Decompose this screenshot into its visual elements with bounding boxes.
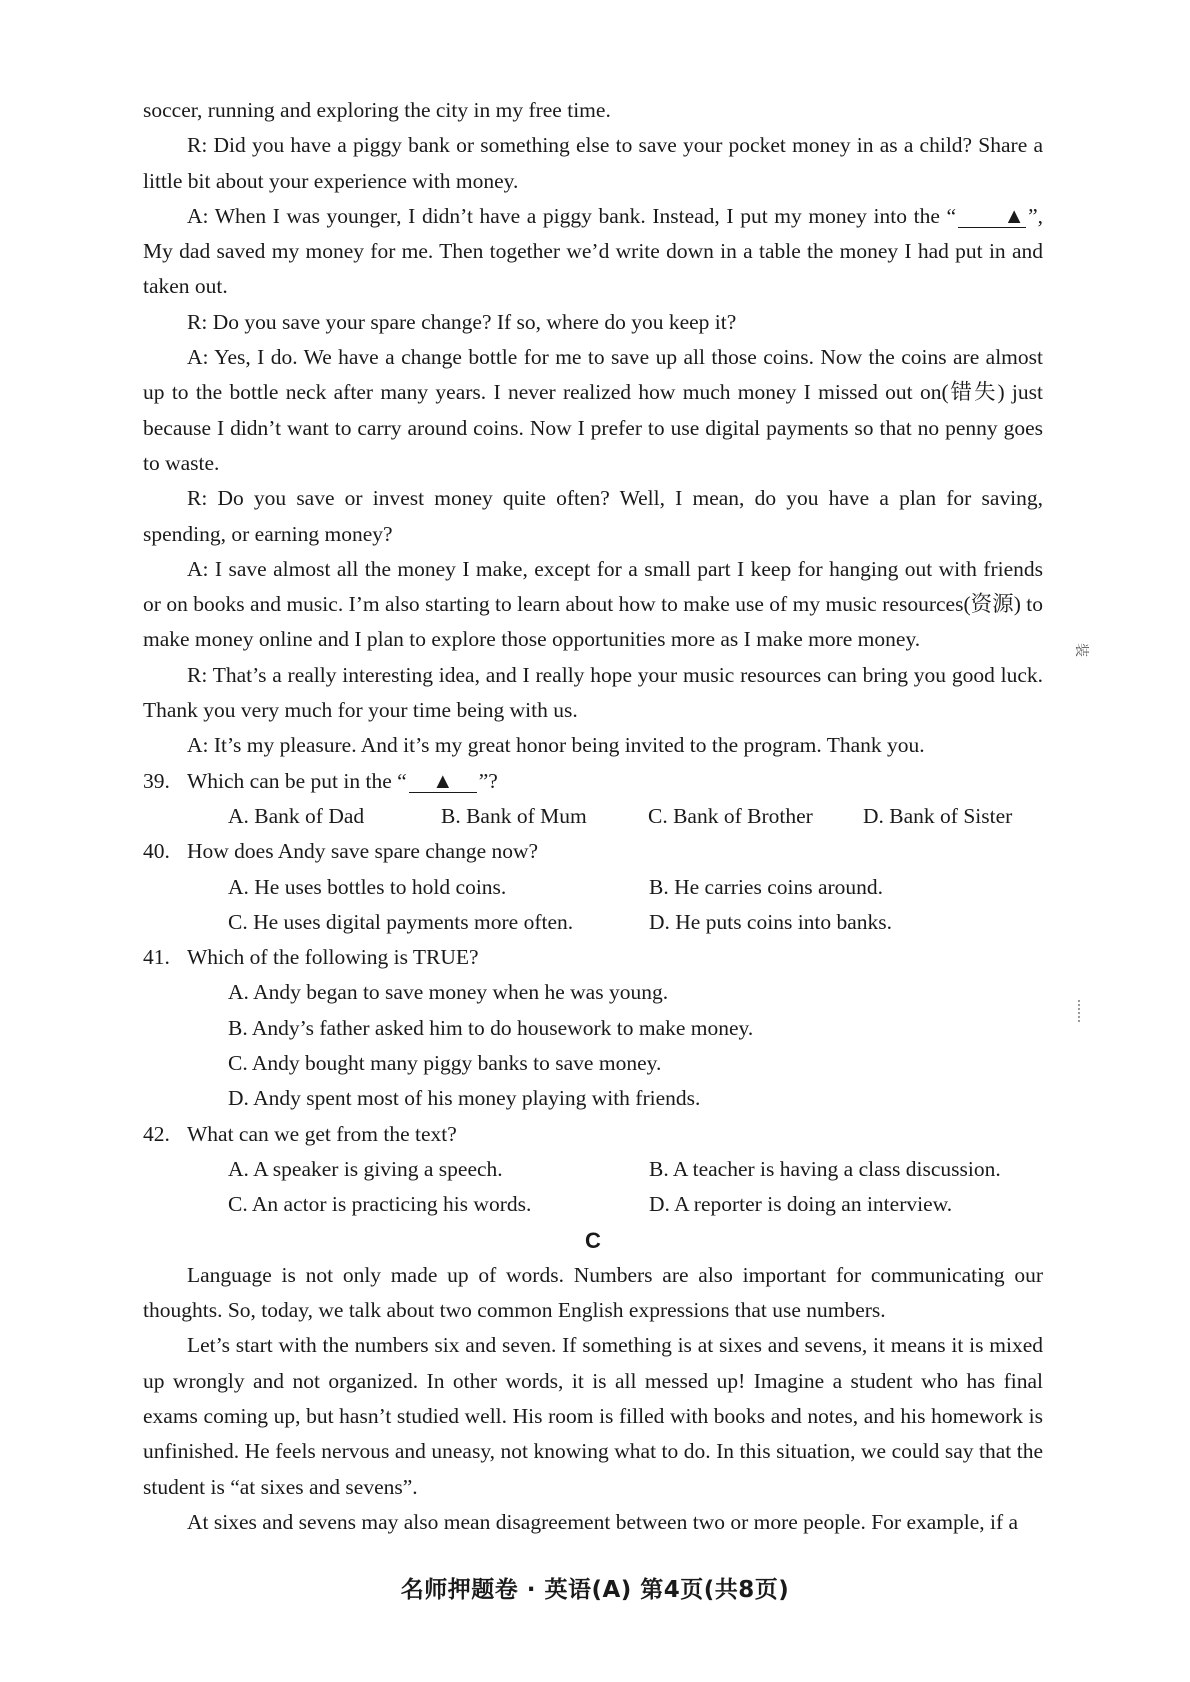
binding-margin-mark: 装 xyxy=(1073,643,1088,657)
interview-paragraph: R: Do you save or invest money quite often? Well, I mean, do you have a plan for saving, spending, or earning money? xyxy=(143,486,1043,546)
options-row xyxy=(143,1187,1043,1222)
option-c: C. Andy bought many piggy banks to save money. xyxy=(228,1051,662,1076)
interview-paragraph: R: Did you have a piggy bank or something else to save your pocket money in as a child? Share a little bit about your experience with money. xyxy=(143,133,1043,193)
passage-paragraph: Let’s start with the numbers six and seven. If something is at sixes and sevens, it means it is mixed up wrongly and not organized. In other words, it is all messed up! Imagine a student who has final exams coming up, but hasn’t studied well. His room is filled with books and notes, and his homework is unfinished. He feels nervous and uneasy, not knowing what to do. In this situation, we could say that the student is “at sixes and sevens”. xyxy=(143,1333,1043,1499)
interview-paragraph: A: Yes, I do. We have a change bottle for me to save up all those coins. Now the coins are almost up to the bottle neck after many years. I never realized how much money I missed out on(错失) just because I didn’t want to carry around coins. Now I prefer to use digital payments so that no penny goes to waste. xyxy=(143,345,1043,475)
option-b: B. Andy’s father asked him to do housework to make money. xyxy=(228,1015,754,1040)
section-heading: C xyxy=(585,1227,601,1253)
option-b: B. He carries coins around. xyxy=(649,874,884,899)
interview-paragraph xyxy=(143,199,1043,305)
option-c: C. An actor is practicing his words. xyxy=(228,1192,532,1217)
question-stem: Which of the following is TRUE? xyxy=(187,945,479,970)
option-b: B. Bank of Mum xyxy=(441,803,587,828)
interview-paragraph: R: Do you save your spare change? If so, where do you keep it? xyxy=(187,309,737,334)
option-b: B. A teacher is having a class discussion. xyxy=(649,1156,1001,1181)
question-number: 42. xyxy=(143,1121,170,1146)
passage-paragraph: Language is not only made up of words. Numbers are also important for communicating our thoughts. So, today, we talk about two common English expressions that use numbers. xyxy=(143,1262,1043,1323)
option-d: D. He puts coins into banks. xyxy=(649,909,893,934)
question-40 xyxy=(143,834,1043,869)
answer-blank: ▲ xyxy=(409,770,477,793)
options-row xyxy=(143,799,1043,834)
question-39 xyxy=(143,764,1043,799)
question-41 xyxy=(143,940,1043,975)
interview-paragraph: A: I save almost all the money I make, except for a small part I keep for hanging out with friends or on books and music. I’m also starting to learn about how to make use of my music resources(资源) to make money online and I plan to explore those opportunities more as I make more money. xyxy=(143,556,1043,652)
option-a: A. Andy began to save money when he was young. xyxy=(228,980,669,1005)
question-number: 39. xyxy=(143,768,170,793)
option-d: D. A reporter is doing an interview. xyxy=(649,1192,953,1217)
page-content xyxy=(143,93,1043,1540)
interview-paragraph: R: That’s a really interesting idea, and I really hope your music resources can bring you good luck. Thank you very much for your time being with us. xyxy=(143,662,1043,723)
option-a: A. He uses bottles to hold coins. xyxy=(228,874,507,899)
option-d: D. Andy spent most of his money playing with friends. xyxy=(228,1086,701,1111)
passage-paragraph: At sixes and sevens may also mean disagreement between two or more people. For example, if a xyxy=(187,1509,1019,1534)
options-row xyxy=(143,1152,1043,1187)
question-stem: How does Andy save spare change now? xyxy=(187,839,539,864)
options-row xyxy=(143,905,1043,940)
question-stem: What can we get from the text? xyxy=(187,1121,457,1146)
option-a: A. A speaker is giving a speech. xyxy=(228,1156,503,1181)
question-number: 41. xyxy=(143,945,170,970)
binding-line-dots xyxy=(1078,1000,1082,1022)
text-segment: A: When I was younger, I didn’t have a piggy bank. Instead, I put my money into the “ xyxy=(187,203,957,228)
option-c: C. Bank of Brother xyxy=(648,803,813,828)
options-row xyxy=(143,870,1043,905)
interview-paragraph: soccer, running and exploring the city in my free time. xyxy=(143,98,611,122)
question-stem: ”? xyxy=(478,768,498,793)
question-42 xyxy=(143,1117,1043,1152)
option-a: A. Bank of Dad xyxy=(228,803,365,828)
answer-blank: ▲ xyxy=(958,205,1026,228)
question-stem: Which can be put in the “ xyxy=(187,768,407,793)
option-d: D. Bank of Sister xyxy=(863,803,1013,828)
option-c: C. He uses digital payments more often. xyxy=(228,909,574,934)
interview-paragraph: A: It’s my pleasure. And it’s my great honor being invited to the program. Thank you. xyxy=(187,733,925,758)
page-footer: 名师押题卷 · 英语(A) 第4页(共8页) xyxy=(400,1577,790,1603)
question-number: 40. xyxy=(143,839,170,864)
text-segment: ”, My dad saved my money for me. Then together we’d write down in a table the money I had put in and taken out. xyxy=(143,203,1043,299)
